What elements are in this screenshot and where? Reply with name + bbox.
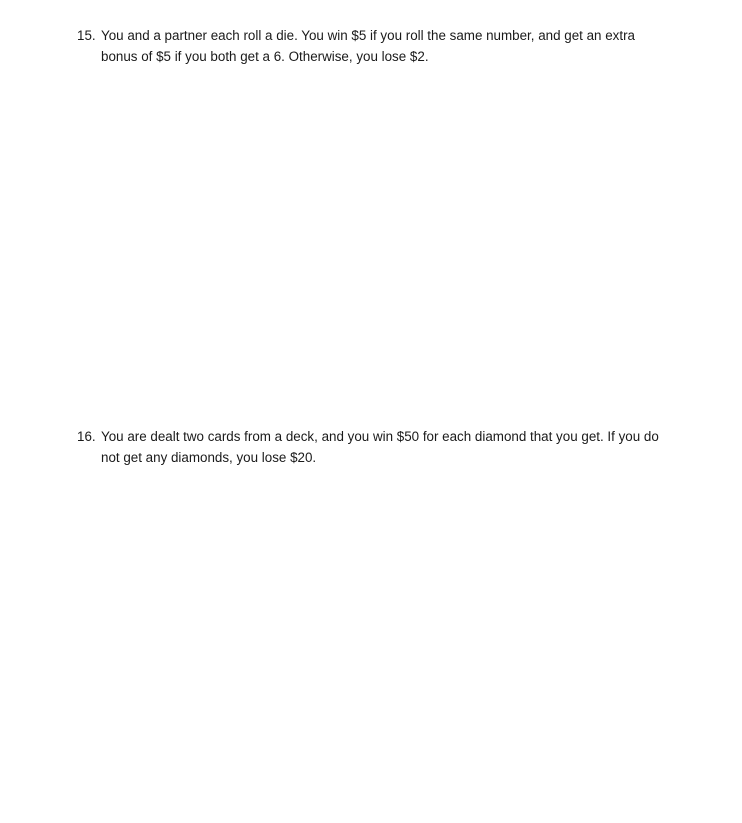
problem-number: 15. bbox=[77, 28, 96, 43]
problem-16 bbox=[77, 426, 677, 468]
problem-text-line: You are dealt two cards from a deck, and you win $50 for each diamond that you get. If you do bbox=[101, 429, 659, 444]
problem-text-line: not get any diamonds, you lose $20. bbox=[101, 450, 317, 465]
problem-text bbox=[101, 25, 677, 67]
problem-text bbox=[101, 426, 677, 468]
problem-text-line: You and a partner each roll a die. You win $5 if you roll the same number, and get an extra bbox=[101, 28, 635, 43]
problem-number: 16. bbox=[77, 429, 96, 444]
problem-15 bbox=[77, 25, 677, 67]
problem-text-line: bonus of $5 if you both get a 6. Otherwise, you lose $2. bbox=[101, 49, 429, 64]
